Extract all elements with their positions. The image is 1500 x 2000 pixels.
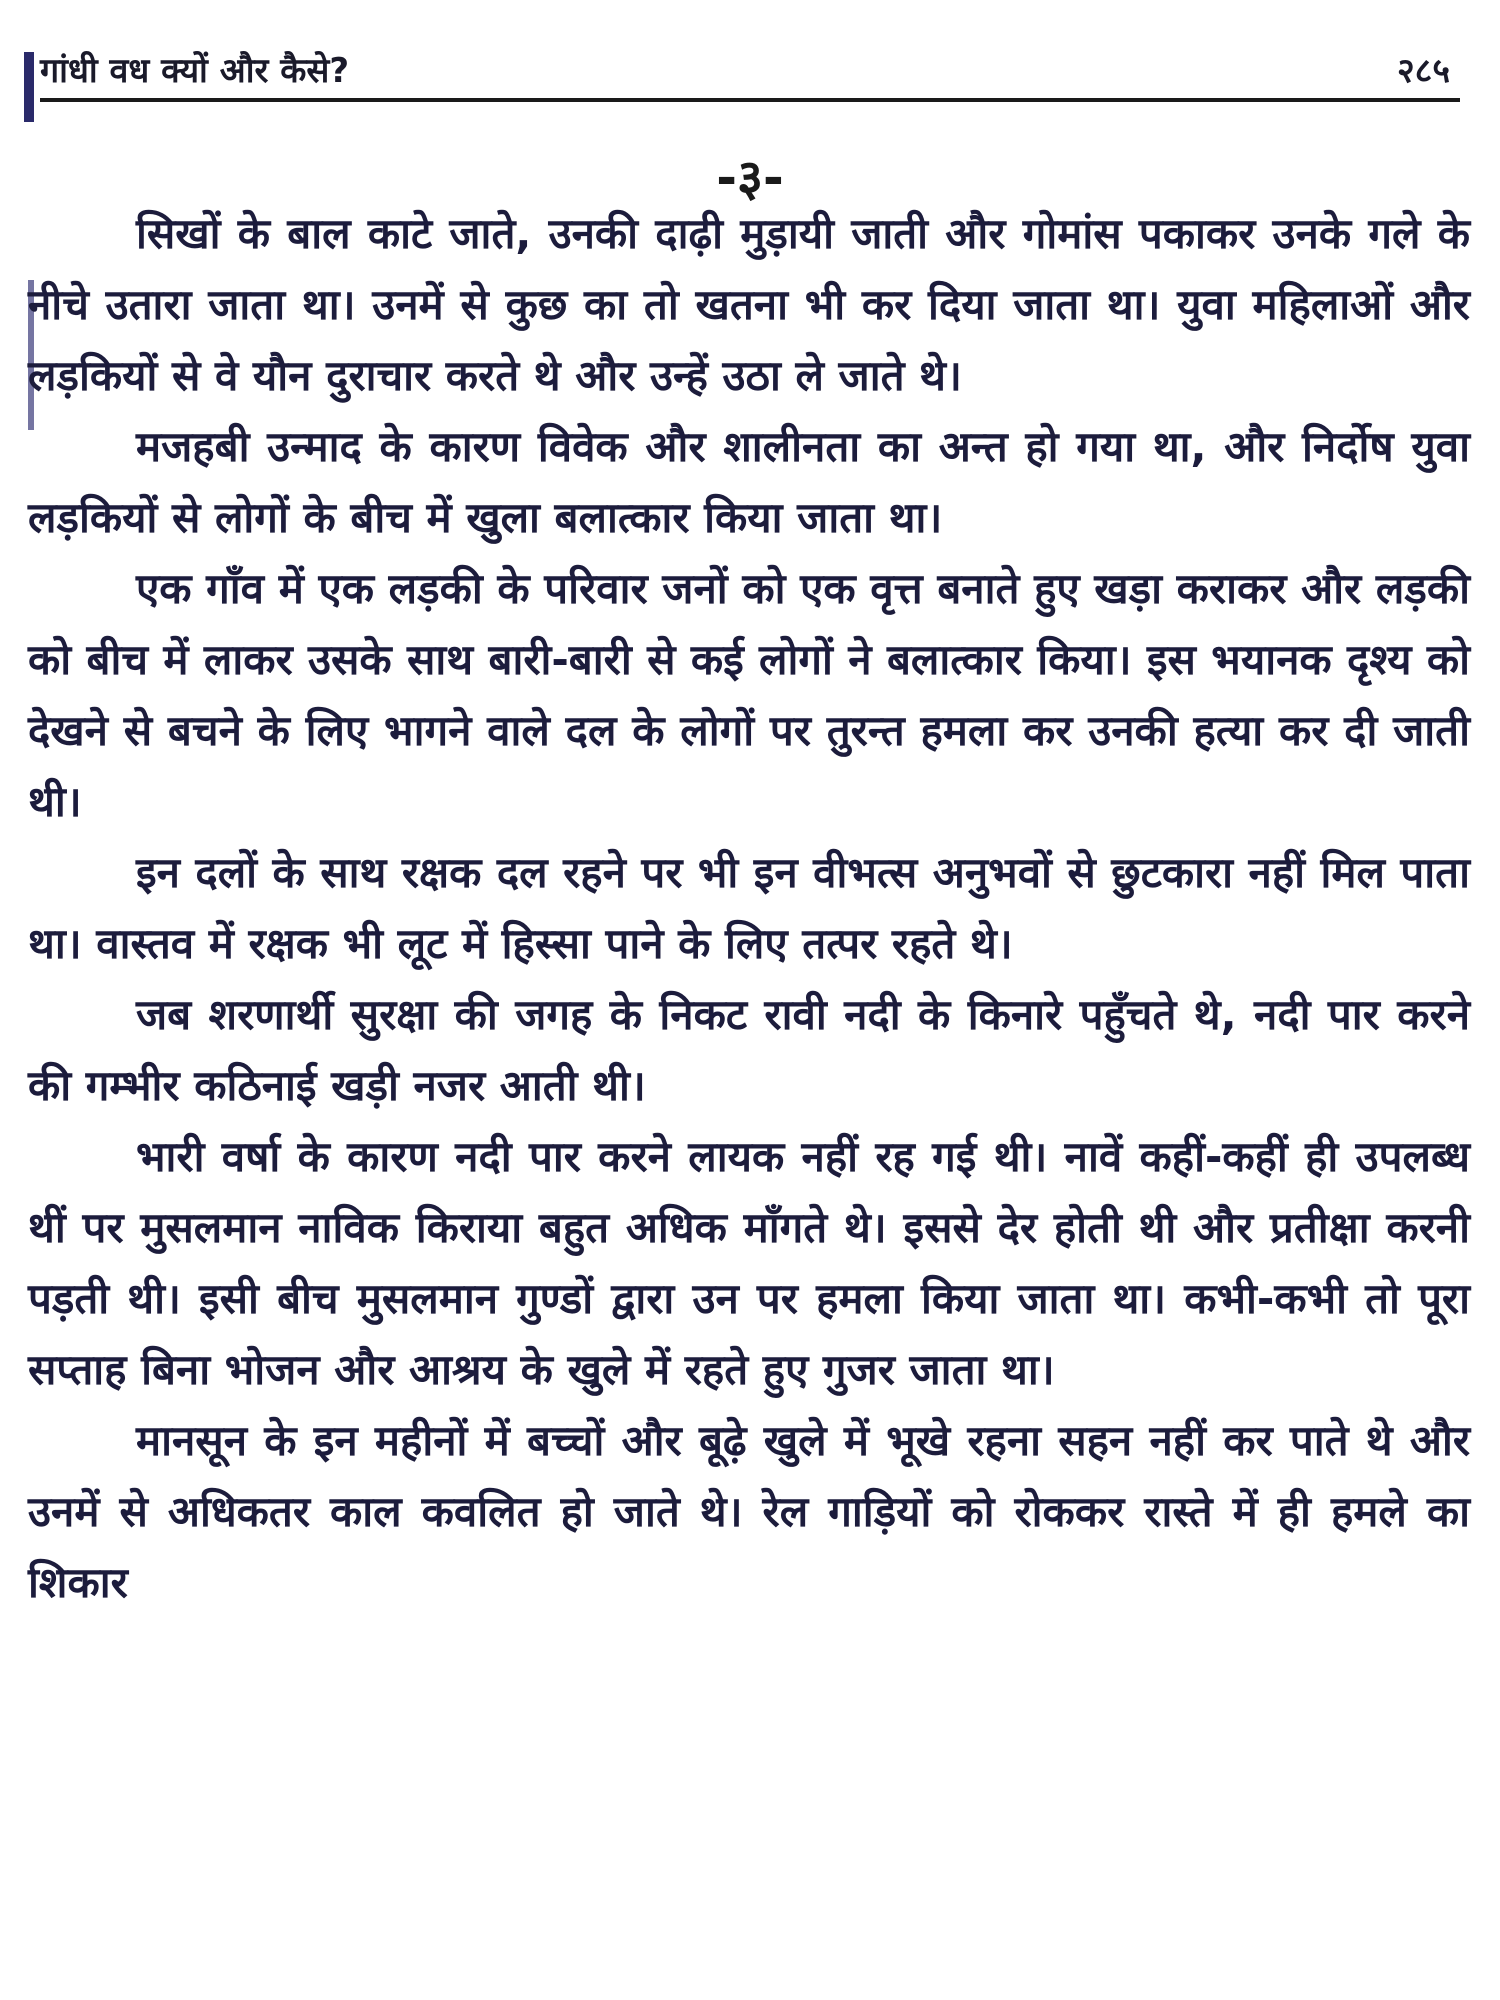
page-number: २८५ [1396,51,1450,91]
paragraph: मजहबी उन्माद के कारण विवेक और शालीनता का अन्त हो गया था, और निर्दोष युवा लड़कियों से लोगों के बीच में खुला बलात्कार किया जाता था। [28,422,1470,542]
body-text [28,198,1470,1618]
paragraph: मानसून के इन महीनों में बच्चों और बूढ़े खुले में भूखे रहना सहन नहीं कर पाते थे और उनमें से अधिकतर काल कवलित हो जाते थे। रेल गाड़ियों को रोककर रास्ते में ही हमले का शिकार [28,1416,1470,1607]
section-number: -३- [716,149,784,207]
paragraph: इन दलों के साथ रक्षक दल रहने पर भी इन वीभत्स अनुभवों से छुटकारा नहीं मिल पाता था। वास्तव में रक्षक भी लूट में हिस्सा पाने के लिए तत्पर रहते थे। [28,848,1470,968]
binding-edge-mark [24,52,34,122]
running-title: गांधी वध क्यों और कैसे? [40,51,350,91]
paragraph: भारी वर्षा के कारण नदी पार करने लायक नहीं रह गई थी। नावें कहीं-कहीं ही उपलब्ध थीं पर मुसलमान नाविक किराया बहुत अधिक माँगते थे। इससे देर होती थी और प्रतीक्षा करनी पड़ती थी। इसी बीच मुसलमान गुण्डों द्वारा उन पर हमला किया जाता था। कभी-कभी तो पूरा सप्ताह बिना भोजन और आश्रय के खुले में रहते हुए गुजर जाता था। [28,1132,1470,1394]
paragraph: एक गाँव में एक लड़की के परिवार जनों को एक वृत्त बनाते हुए खड़ा कराकर और लड़की को बीच में लाकर उसके साथ बारी-बारी से कई लोगों ने बलात्कार किया। इस भयानक दृश्य को देखने से बचने के लिए भागने वाले दल के लोगों पर तुरन्त हमला कर उनकी हत्या कर दी जाती थी। [28,564,1470,826]
paragraph: सिखों के बाल काटे जाते, उनकी दाढ़ी मुड़ायी जाती और गोमांस पकाकर उनके गले के नीचे उतारा जाता था। उनमें से कुछ का तो खतना भी कर दिया जाता था। युवा महिलाओं और लड़कियों से वे यौन दुराचार करते थे और उन्हें उठा ले जाते थे। [28,209,1470,400]
paragraph: जब शरणार्थी सुरक्षा की जगह के निकट रावी नदी के किनारे पहुँचते थे, नदी पार करने की गम्भीर कठिनाई खड़ी नजर आती थी। [28,990,1470,1110]
running-header [40,50,1460,102]
